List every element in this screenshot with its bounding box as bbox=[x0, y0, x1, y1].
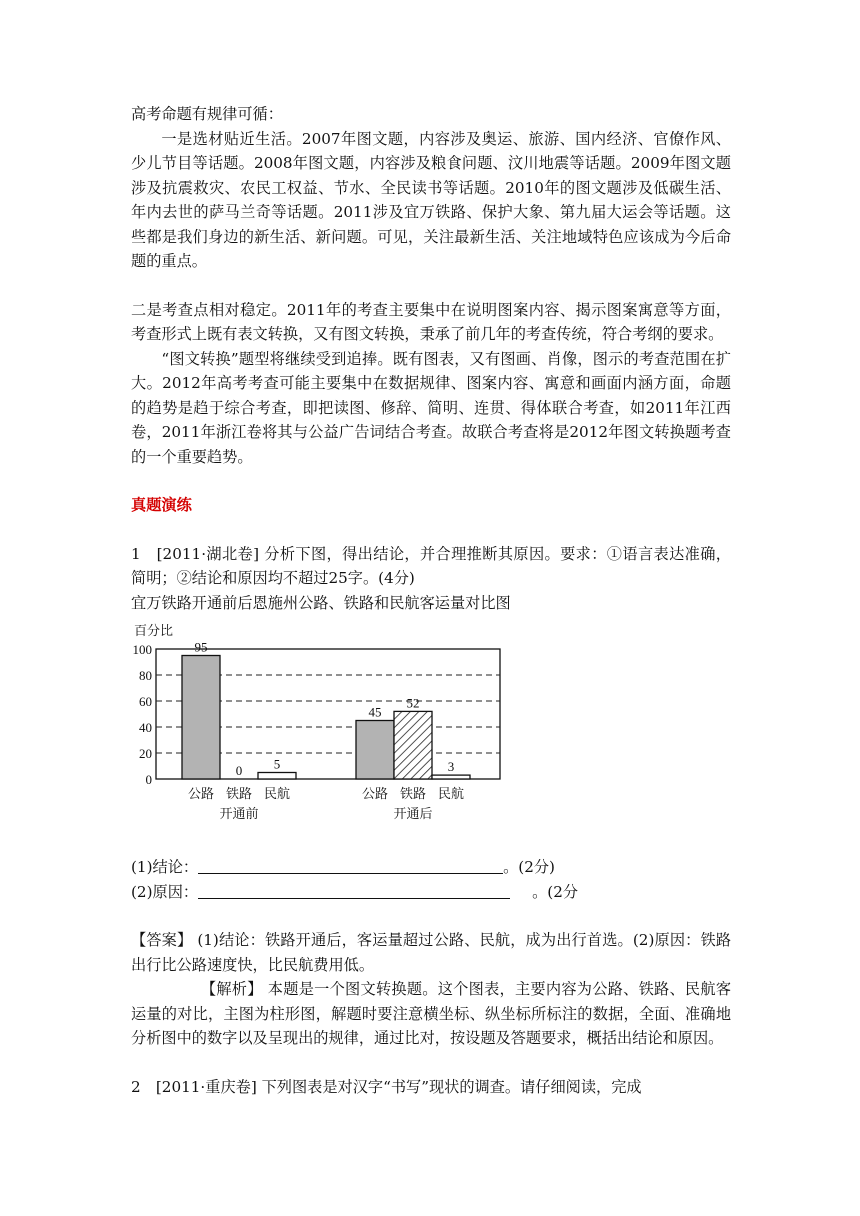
intro-paragraph-3: “图文转换”题型将继续受到追捧。既有图表，又有图画、肖像，图示的考查范围在扩大。2012年高考考查可能主要集中在数据规律、图案内容、寓意和画面内涵方面，命题的趋势是趋于综合考查，即把读图、修辞、简明、连贯、得体联合考查，如2011年江西卷，2011年浙江卷将其与公益广告词结合考查。故联合考查将是2012年图文转换题考查的一个重要趋势。 bbox=[131, 349, 731, 466]
bar bbox=[182, 656, 220, 780]
bar bbox=[394, 711, 432, 779]
x-tick-label: 民航 bbox=[437, 786, 465, 801]
document-body bbox=[131, 102, 731, 1099]
bar bbox=[258, 773, 296, 780]
question-1-stem: 1 [2011·湖北卷] 分析下图，得出结论，并合理推断其原因。要求：①语言表达准确，简明；②结论和原因均不超过25字。(4分) bbox=[131, 544, 731, 587]
y-tick-label: 0 bbox=[145, 772, 152, 787]
answer-line-2 bbox=[131, 880, 731, 905]
y-tick-label: 60 bbox=[139, 694, 152, 709]
answer-line-2-tail: 。(2分 bbox=[532, 882, 579, 901]
answer-line-1-tail: 。(2分) bbox=[503, 858, 555, 876]
y-tick-label: 100 bbox=[132, 642, 152, 657]
data-label: 0 bbox=[235, 763, 243, 778]
intro-heading: 高考命题有规律可循： bbox=[131, 105, 283, 123]
intro-paragraph-1: 一是选材贴近生活。2007年图文题，内容涉及奥运、旅游、国内经济、官僚作风、少儿节目等话题。2008年图文题，内容涉及粮食问题、汶川地震等话题。2009年图文题涉及抗震救灾、农民工权益、节水、全民读书等话题。2010年的图文题涉及低碳生活、年内去世的萨马兰奇等话题。2011涉及宜万铁路、保护大象、第九届大运会等话题。这些都是我们身边的新生活、新问题。可见，关注最新生活、关注地域特色应该成为今后命题的重点。 bbox=[131, 129, 731, 270]
data-label: 3 bbox=[447, 759, 455, 775]
answer-block bbox=[131, 928, 731, 977]
bar-chart bbox=[116, 615, 516, 825]
y-axis-label: 百分比 bbox=[134, 623, 174, 638]
analysis-tag: 【解析】 bbox=[200, 980, 263, 998]
answer-blank-1[interactable] bbox=[198, 858, 503, 874]
answer-line-2-label: (2)原因： bbox=[131, 882, 199, 901]
answer-blank-2[interactable] bbox=[198, 883, 510, 899]
y-tick-label: 20 bbox=[139, 746, 152, 761]
answer-text: (1)结论：铁路开通后，客运量超过公路、民航，成为出行首选。(2)原因：铁路出行比公路速度快，比民航费用低。 bbox=[131, 931, 732, 974]
data-label: 45 bbox=[368, 704, 382, 720]
y-tick-label: 40 bbox=[139, 720, 152, 735]
section-title: 真题演练 bbox=[131, 496, 192, 514]
answer-line-1-label: (1)结论： bbox=[131, 858, 199, 876]
x-tick-label: 公路 bbox=[187, 786, 215, 801]
answer-line-1 bbox=[131, 855, 731, 880]
x-tick-label: 铁路 bbox=[225, 786, 253, 801]
chart-caption: 宜万铁路开通前后恩施州公路、铁路和民航客运量对比图 bbox=[131, 593, 511, 612]
analysis-text: 本题是一个图文转换题。这个图表，主要内容为公路、铁路、民航客运量的对比，主图为柱形图，解题时要注意横坐标、纵坐标所标注的数据，全面、准确地分析图中的数字以及呈现出的规律，通过比对，按设题及答题要求，概括出结论和原因。 bbox=[131, 980, 732, 1047]
bar bbox=[432, 775, 470, 779]
bar bbox=[356, 721, 394, 780]
x-tick-label: 铁路 bbox=[399, 786, 427, 801]
data-label: 52 bbox=[406, 695, 420, 711]
x-tick-label: 民航 bbox=[263, 786, 291, 801]
data-label: 95 bbox=[194, 639, 208, 655]
data-label: 5 bbox=[273, 756, 281, 772]
answer-tag: 【答案】 bbox=[131, 931, 193, 949]
analysis-block bbox=[131, 977, 731, 1051]
question-2-stem: 2 [2011·重庆卷] 下列图表是对汉字“书写”现状的调查。请仔细阅读，完成 bbox=[131, 1077, 642, 1096]
x-tick-label: 公路 bbox=[361, 786, 389, 801]
group-label: 开通后 bbox=[393, 806, 433, 821]
y-tick-label: 80 bbox=[139, 668, 152, 683]
group-label: 开通前 bbox=[219, 806, 259, 821]
intro-paragraph-2: 二是考查点相对稳定。2011年的考查主要集中在说明图案内容、揭示图案寓意等方面，考查形式上既有表文转换，又有图文转换，秉承了前几年的考查传统，符合考纲的要求。 bbox=[131, 300, 731, 343]
